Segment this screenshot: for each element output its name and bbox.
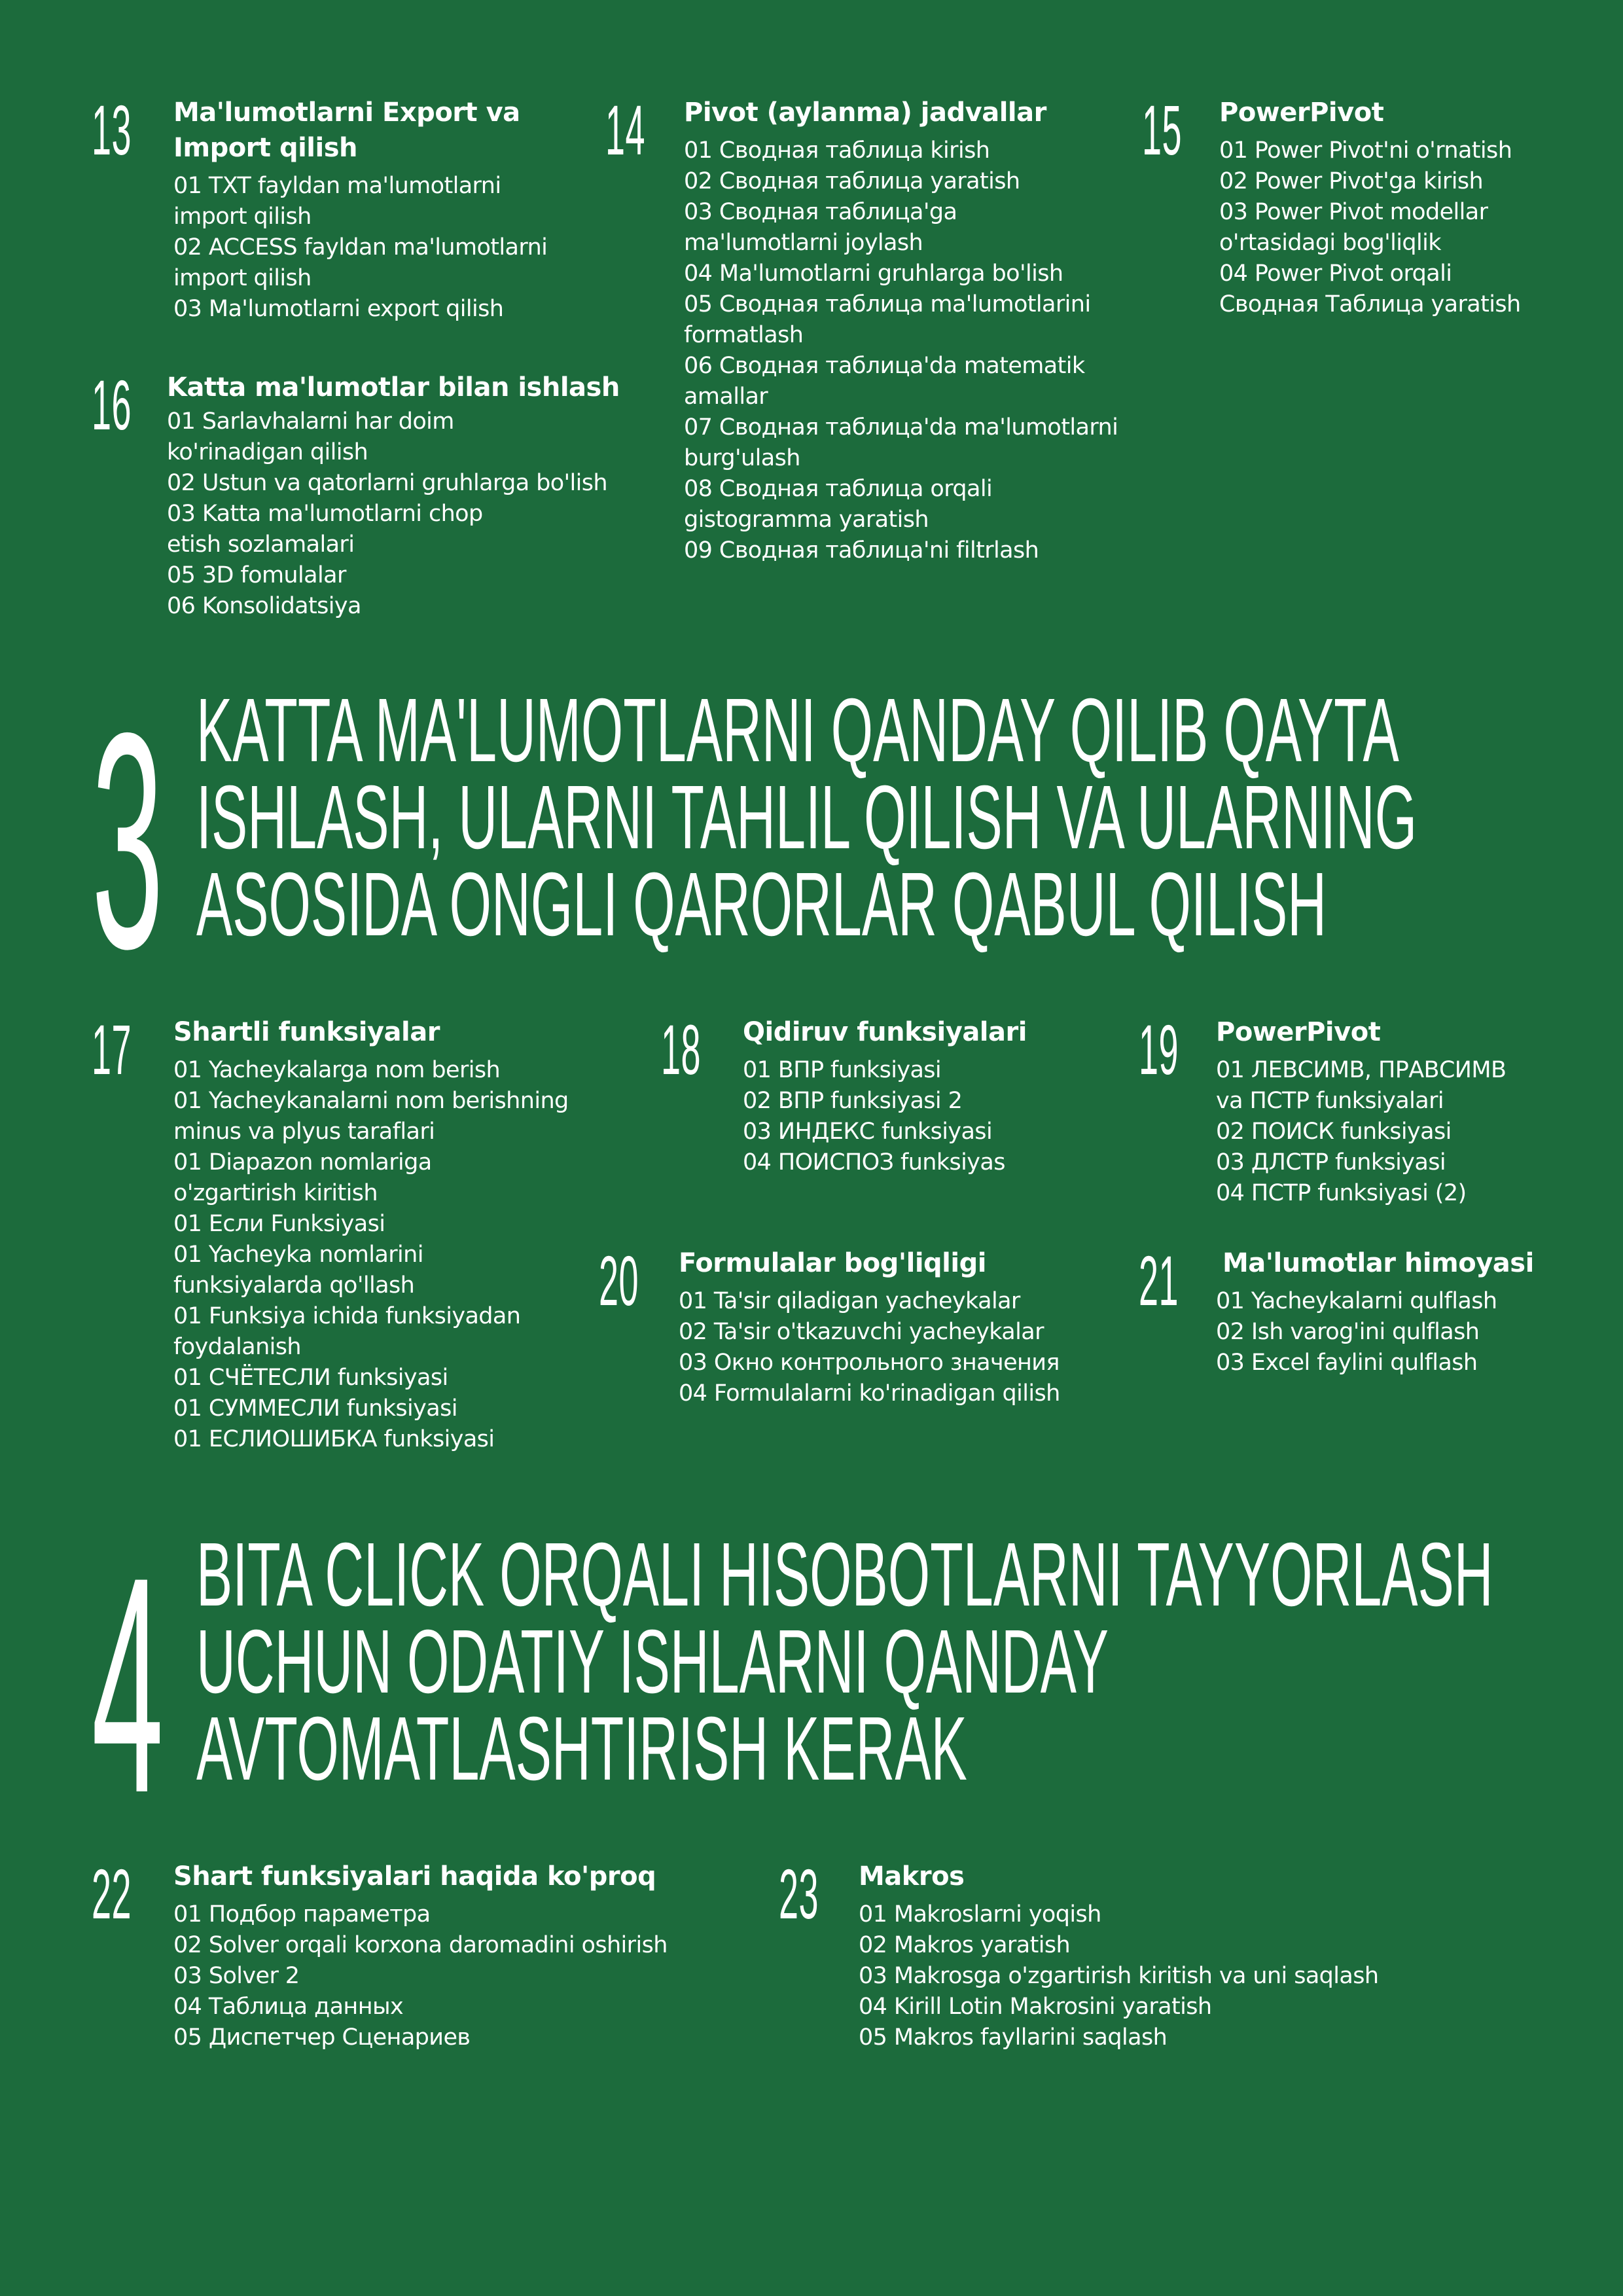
- lesson-item: 03 Power Pivot modellar: [1219, 199, 1488, 225]
- module-title-line: Makros: [859, 1861, 965, 1892]
- module-title-line: PowerPivot: [1219, 98, 1384, 128]
- lesson-item: 06 Konsolidatsiya: [167, 593, 361, 619]
- lesson-item: o'rtasidagi bog'liqlik: [1219, 230, 1441, 256]
- lesson-item: 01 Yacheykalarga nom berish: [173, 1057, 501, 1083]
- module-number: 23: [779, 1854, 819, 1933]
- lesson-item: 09 Сводная таблица'ni filtrlash: [684, 537, 1039, 564]
- module-title: [1222, 1246, 1615, 1281]
- lesson-item: 04 ПОИСПОЗ funksiyas: [743, 1149, 1005, 1175]
- lesson-item: 08 Сводная таблица orqali: [684, 476, 993, 502]
- lesson-item: 02 Ustun va qatorlarni gruhlarga bo'lish: [167, 470, 608, 496]
- lesson-item: 01 Ta'sir qiladigan yacheykalar: [679, 1288, 1020, 1314]
- lesson-item: minus va plyus taraflari: [173, 1119, 435, 1145]
- module-number: 14: [605, 90, 646, 170]
- module-number: 17: [92, 1010, 132, 1089]
- lesson-item: foydalanish: [173, 1334, 302, 1360]
- module-number: 21: [1139, 1241, 1179, 1320]
- lesson-list: [173, 1055, 658, 1455]
- lesson-item: etish sozlamalari: [167, 531, 355, 558]
- lesson-item: 01 Yacheykalarni qulflash: [1216, 1288, 1497, 1314]
- lesson-item: 01 ЛЕВСИМВ, ПРАВСИМВ: [1216, 1057, 1507, 1083]
- lesson-item: 07 Сводная таблица'da ma'lumotlarni: [684, 414, 1118, 440]
- module-number: 13: [92, 90, 132, 170]
- lesson-item: ma'lumotlarni joylash: [684, 230, 923, 256]
- lesson-item: Сводная Таблица yaratish: [1219, 291, 1521, 317]
- lesson-item: 03 Ma'lumotlarni export qilish: [173, 296, 504, 322]
- lesson-list: [173, 1899, 736, 2053]
- module-number: 18: [661, 1010, 702, 1089]
- lesson-item: 01 СУММЕСЛИ funksiyasi: [173, 1395, 457, 1422]
- module-title: [1216, 1014, 1609, 1050]
- lesson-item: 04 ПСТР funksiyasi (2): [1216, 1180, 1467, 1206]
- lesson-item: 03 ДЛСТР funksiyasi: [1216, 1149, 1446, 1175]
- lesson-item: import qilish: [173, 265, 312, 291]
- lesson-list: [859, 1899, 1480, 2053]
- module-number: 22: [92, 1854, 132, 1933]
- module-title: [173, 95, 618, 166]
- section-number: 3: [92, 669, 164, 1013]
- lesson-item: funksiyalarda qo'llash: [173, 1272, 415, 1299]
- lesson-item: 01 Diapazon nomlariga: [173, 1149, 432, 1175]
- section-title-line: KATTA MA'LUMOTLARNI QANDAY QILIB QAYTA: [196, 680, 1399, 781]
- lesson-list: [1216, 1286, 1615, 1378]
- lesson-item: 04 Ma'lumotlarni gruhlarga bo'lish: [684, 260, 1063, 287]
- lesson-item: 03 Katta ma'lumotlarni chop: [167, 501, 483, 527]
- module-title-line: Katta ma'lumotlar bilan ishlash: [167, 372, 620, 403]
- section-title: [196, 680, 1418, 955]
- lesson-item: 05 Сводная таблица ma'lumotlarini: [684, 291, 1091, 317]
- module-number: 20: [599, 1241, 639, 1320]
- module-title: [684, 95, 1155, 130]
- module-title-line: PowerPivot: [1216, 1017, 1381, 1047]
- module-title-line: Shart funksiyalari haqida ko'proq: [173, 1861, 656, 1892]
- section-number: 4: [92, 1513, 164, 1857]
- lesson-list: [173, 171, 618, 325]
- lesson-item: 03 Окно контрольного значения: [679, 1350, 1060, 1376]
- lesson-item: 04 Power Pivot orqali: [1219, 260, 1452, 287]
- lesson-item: 01 СЧЁТЕСЛИ funksiyasi: [173, 1365, 448, 1391]
- lesson-item: 01 Yacheyka nomlarini: [173, 1242, 423, 1268]
- lesson-item: 02 ПОИСК funksiyasi: [1216, 1119, 1452, 1145]
- module-title-line: Ma'lumotlar himoyasi: [1222, 1248, 1534, 1278]
- lesson-list: [1219, 135, 1612, 320]
- section-title: [196, 1524, 1493, 1799]
- lesson-item: 01 ЕСЛИОШИБКА funksiyasi: [173, 1426, 495, 1452]
- module-title-line: Qidiruv funksiyalari: [743, 1017, 1027, 1047]
- lesson-list: [743, 1055, 1109, 1178]
- lesson-item: 05 Диспетчер Сценариев: [173, 2024, 471, 2051]
- section-title-line: UCHUN ODATIY ISHLARNI QANDAY: [196, 1611, 1109, 1712]
- lesson-item: 01 Yacheykanalarni nom berishning: [173, 1088, 569, 1114]
- module-title-line: Formulalar bog'liqligi: [679, 1248, 986, 1278]
- lesson-item: 02 Сводная таблица yaratish: [684, 168, 1020, 194]
- lesson-item: formatlash: [684, 322, 804, 348]
- lesson-list: [684, 135, 1155, 566]
- lesson-item: 01 Подбор параметра: [173, 1901, 431, 1928]
- lesson-item: 02 ACCESS fayldan ma'lumotlarni: [173, 234, 548, 260]
- lesson-item: 03 ИНДЕКС funksiyasi: [743, 1119, 993, 1145]
- lesson-item: 01 ВПР funksiyasi: [743, 1057, 942, 1083]
- section-title-line: ASOSIDA ONGLI QARORLAR QABUL QILISH: [196, 854, 1327, 955]
- lesson-item: 04 Formulalarni ko'rinadigan qilish: [679, 1380, 1060, 1407]
- lesson-list: [167, 406, 638, 622]
- lesson-item: amallar: [684, 384, 768, 410]
- module-title: [167, 370, 638, 405]
- lesson-item: 02 ВПР funksiyasi 2: [743, 1088, 963, 1114]
- module-title: [743, 1014, 1109, 1050]
- section-title-line: AVTOMATLASHTIRISH KERAK: [196, 1698, 967, 1799]
- lesson-item: 01 Power Pivot'ni o'rnatish: [1219, 137, 1512, 164]
- lesson-item: 02 Ish varog'ini qulflash: [1216, 1319, 1480, 1345]
- lesson-item: 02 Makros yaratish: [859, 1932, 1071, 1958]
- module-title: [679, 1246, 1124, 1281]
- lesson-item: import qilish: [173, 204, 312, 230]
- lesson-item: 01 Makroslarni yoqish: [859, 1901, 1101, 1928]
- lesson-item: o'zgartirish kiritish: [173, 1180, 378, 1206]
- lesson-item: ko'rinadigan qilish: [167, 439, 368, 465]
- lesson-item: burg'ulash: [684, 445, 800, 471]
- lesson-list: [679, 1286, 1124, 1409]
- lesson-item: 05 Makros fayllarini saqlash: [859, 2024, 1168, 2051]
- module-title: [173, 1859, 736, 1894]
- lesson-item: 01 TXT fayldan ma'lumotlarni: [173, 173, 501, 199]
- lesson-item: 04 Таблица данных: [173, 1994, 404, 2020]
- module-title-line: Pivot (aylanma) jadvallar: [684, 98, 1046, 128]
- module-title-line: Ma'lumotlarni Export va: [173, 98, 520, 128]
- module-title: [1219, 95, 1612, 130]
- module-title: [173, 1014, 658, 1050]
- lesson-item: 04 Kirill Lotin Makrosini yaratish: [859, 1994, 1212, 2020]
- section-title-line: BITA CLICK ORQALI HISOBOTLARNI TAYYORLASH: [196, 1524, 1493, 1625]
- module-number: 19: [1139, 1010, 1179, 1089]
- module-title: [859, 1859, 1480, 1894]
- module-number: 16: [92, 365, 132, 444]
- lesson-item: 02 Solver orqali korxona daromadini oshirish: [173, 1932, 668, 1958]
- lesson-item: 03 Excel faylini qulflash: [1216, 1350, 1478, 1376]
- lesson-item: 01 Если Funksiyasi: [173, 1211, 385, 1237]
- lesson-item: 01 Sarlavhalarni har doim: [167, 408, 454, 435]
- module-title-line: Shartli funksiyalar: [173, 1017, 440, 1047]
- lesson-item: 01 Funksiya ichida funksiyadan: [173, 1303, 521, 1329]
- lesson-item: 01 Сводная таблица kirish: [684, 137, 990, 164]
- lesson-item: 03 Makrosga o'zgartirish kiritish va uni saqlash: [859, 1963, 1379, 1989]
- lesson-item: 02 Power Pivot'ga kirish: [1219, 168, 1484, 194]
- lesson-list: [1216, 1055, 1609, 1209]
- lesson-item: 06 Сводная таблица'da matematik: [684, 353, 1085, 379]
- module-number: 15: [1142, 90, 1183, 170]
- lesson-item: 03 Сводная таблица'ga: [684, 199, 957, 225]
- lesson-item: 03 Solver 2: [173, 1963, 300, 1989]
- module-title-line: Import qilish: [173, 133, 357, 163]
- lesson-item: 05 3D fomulalar: [167, 562, 346, 588]
- section-title-line: ISHLASH, ULARNI TAHLIL QILISH VA ULARNING: [196, 767, 1418, 868]
- lesson-item: va ПСТР funksiyalari: [1216, 1088, 1444, 1114]
- lesson-item: gistogramma yaratish: [684, 507, 929, 533]
- lesson-item: 02 Ta'sir o'tkazuvchi yacheykalar: [679, 1319, 1044, 1345]
